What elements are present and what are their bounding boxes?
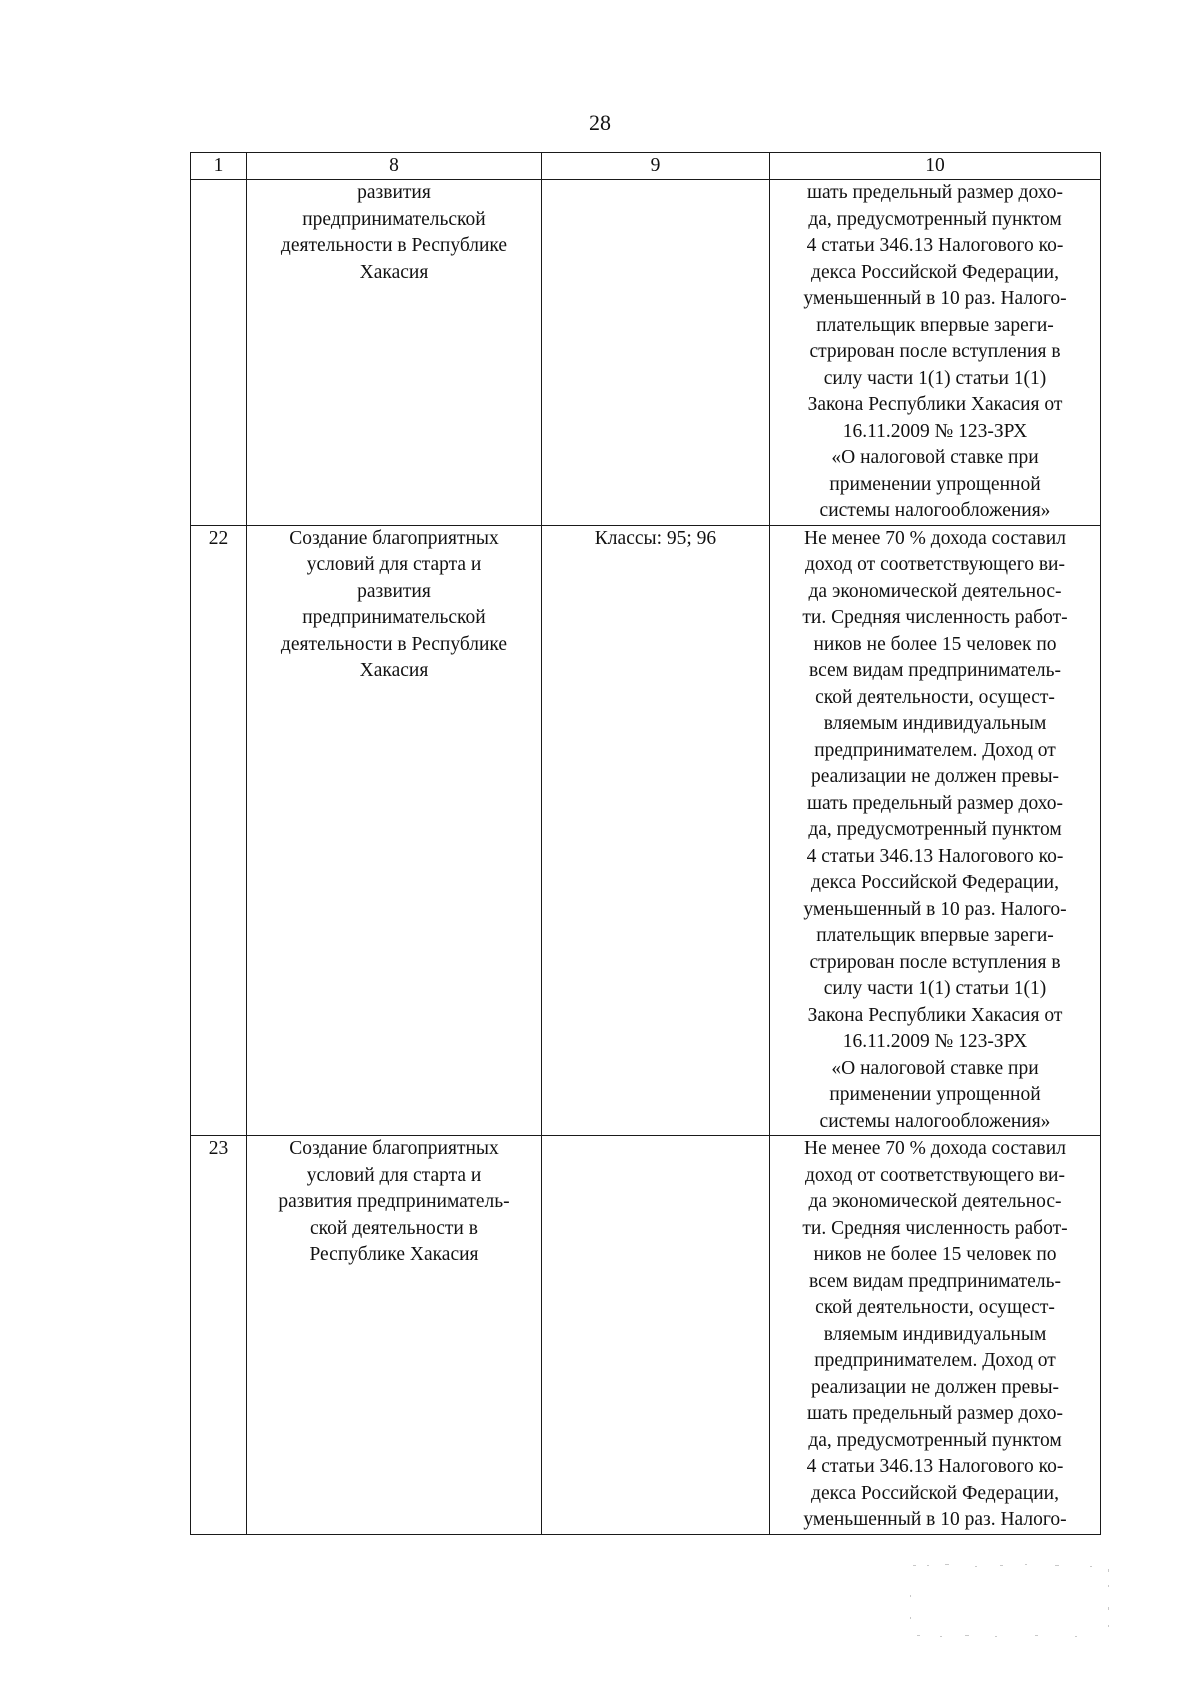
header-col-9: 9 [542, 153, 770, 180]
text-line: силу части 1(1) статьи 1(1) [823, 978, 1047, 999]
text-line: декса Российской Федерации, [811, 261, 1059, 283]
text-line: ников не более 15 человек по [813, 633, 1057, 655]
text-line: Создание благоприятных [289, 527, 499, 549]
text-line: предпринимательской [302, 208, 486, 230]
text-line: декса Российской Федерации, [811, 872, 1059, 893]
text-line: шать предельный размер дохо- [807, 792, 1063, 814]
cell-col8 [247, 1136, 542, 1535]
header-col-10: 10 [770, 153, 1101, 180]
row-number-cell: 23 [191, 1136, 247, 1535]
text-line: 16.11.2009 № 123-ЗРХ [842, 1031, 1028, 1052]
text-line: деятельности в Республике [280, 235, 508, 256]
text-line: системы налогообложения» [819, 1110, 1051, 1132]
text-line: реализации не должен превы- [810, 766, 1060, 787]
text-line: предпринимателем. Доход от [814, 1350, 1056, 1371]
text-line: предпринимателем. Доход от [814, 739, 1056, 761]
cell-col10 [770, 180, 1101, 526]
text-line: 16.11.2009 № 123-ЗРХ [842, 420, 1028, 442]
text-line: развития [357, 182, 431, 203]
text-line: ской деятельности в [310, 1217, 478, 1239]
text-line: 4 статьи 346.13 Налогового ко- [806, 1456, 1064, 1477]
text-line: Закона Республики Хакасия от [807, 1004, 1063, 1026]
text-line: вляемым индивидуальным [823, 713, 1047, 734]
text-line: плательщик впервые зареги- [816, 314, 1054, 336]
text-line: условий для старта и [306, 554, 482, 575]
text-line: декса Российской Федерации, [811, 1482, 1059, 1504]
row-number-cell: 22 [191, 525, 247, 1136]
text-line: предпринимательской [302, 607, 486, 628]
cell-col8 [247, 525, 542, 1136]
page-number: 28 [589, 110, 611, 135]
table-row [191, 525, 1101, 1136]
text-line: да экономической деятельнос- [808, 580, 1062, 602]
text-line: уменьшенный в 10 раз. Налого- [803, 1509, 1067, 1530]
text-line: 4 статьи 346.13 Налогового ко- [806, 845, 1064, 867]
text-line: да экономической деятельнос- [808, 1191, 1062, 1212]
text-line: ской деятельности, осущест- [815, 1297, 1055, 1318]
cell-col9 [542, 180, 770, 526]
text-line: доход от соответствующего ви- [805, 1164, 1065, 1186]
text-line: стрирован после вступления в [809, 341, 1061, 362]
text-line: плательщик впервые зареги- [816, 925, 1054, 946]
text-line: шать предельный размер дохо- [807, 182, 1063, 203]
text-line: Хакасия [359, 261, 429, 283]
text-line: вляемым индивидуальным [823, 1323, 1047, 1345]
scan-artifact [905, 1555, 1115, 1645]
text-line: применении упрощенной [829, 1084, 1041, 1105]
text-line: уменьшенный в 10 раз. Налого- [803, 288, 1067, 309]
text-line: да, предусмотренный пунктом [808, 819, 1062, 840]
table-row [191, 180, 1101, 526]
text-line: да, предусмотренный пунктом [808, 1429, 1062, 1451]
text-line: ской деятельности, осущест- [815, 686, 1055, 708]
text-line: шать предельный размер дохо- [807, 1403, 1063, 1424]
text-line: системы налогообложения» [819, 500, 1051, 521]
text-line: Хакасия [359, 660, 429, 681]
text-line: Закона Республики Хакасия от [807, 394, 1063, 415]
text-line: силу части 1(1) статьи 1(1) [823, 367, 1047, 389]
header-col-1: 1 [191, 153, 247, 180]
cell-col9 [542, 525, 770, 1136]
text-line: всем видам предприниматель- [809, 660, 1061, 681]
text-line: уменьшенный в 10 раз. Налого- [803, 898, 1067, 920]
cell-col8 [247, 180, 542, 526]
cell-col10 [770, 525, 1101, 1136]
text-line: Республике Хакасия [309, 1244, 479, 1265]
text-line: реализации не должен превы- [810, 1376, 1060, 1398]
document-table [190, 152, 1101, 1535]
text-line: ников не более 15 человек по [813, 1244, 1057, 1265]
text-line: Не менее 70 % дохода составил [804, 527, 1066, 549]
text-line: «О налоговой ставке при [831, 447, 1039, 468]
text-line: 4 статьи 346.13 Налогового ко- [806, 235, 1064, 256]
table-header-row [191, 153, 1101, 180]
text-line: стрирован после вступления в [809, 951, 1061, 973]
text-line: да, предусмотренный пунктом [808, 208, 1062, 230]
text-line: ти. Средняя численность работ- [802, 607, 1068, 628]
text-line: применении упрощенной [829, 473, 1041, 495]
cell-col10 [770, 1136, 1101, 1535]
header-col-8: 8 [247, 153, 542, 180]
text-line: Создание благоприятных [289, 1138, 499, 1159]
text-line: Классы: 95; 96 [594, 527, 717, 549]
text-line: Не менее 70 % дохода составил [804, 1138, 1066, 1159]
cell-col9 [542, 1136, 770, 1535]
text-line: деятельности в Республике [280, 633, 508, 655]
text-line: развития [357, 580, 431, 602]
text-line: условий для старта и [306, 1164, 482, 1186]
row-number-cell [191, 180, 247, 526]
text-line: ти. Средняя численность работ- [802, 1217, 1068, 1239]
text-line: «О налоговой ставке при [831, 1057, 1039, 1079]
text-line: развития предприниматель- [278, 1191, 510, 1212]
table-row [191, 1136, 1101, 1535]
text-line: всем видам предприниматель- [809, 1270, 1061, 1292]
text-line: доход от соответствующего ви- [805, 554, 1065, 575]
table-body [191, 180, 1101, 1535]
